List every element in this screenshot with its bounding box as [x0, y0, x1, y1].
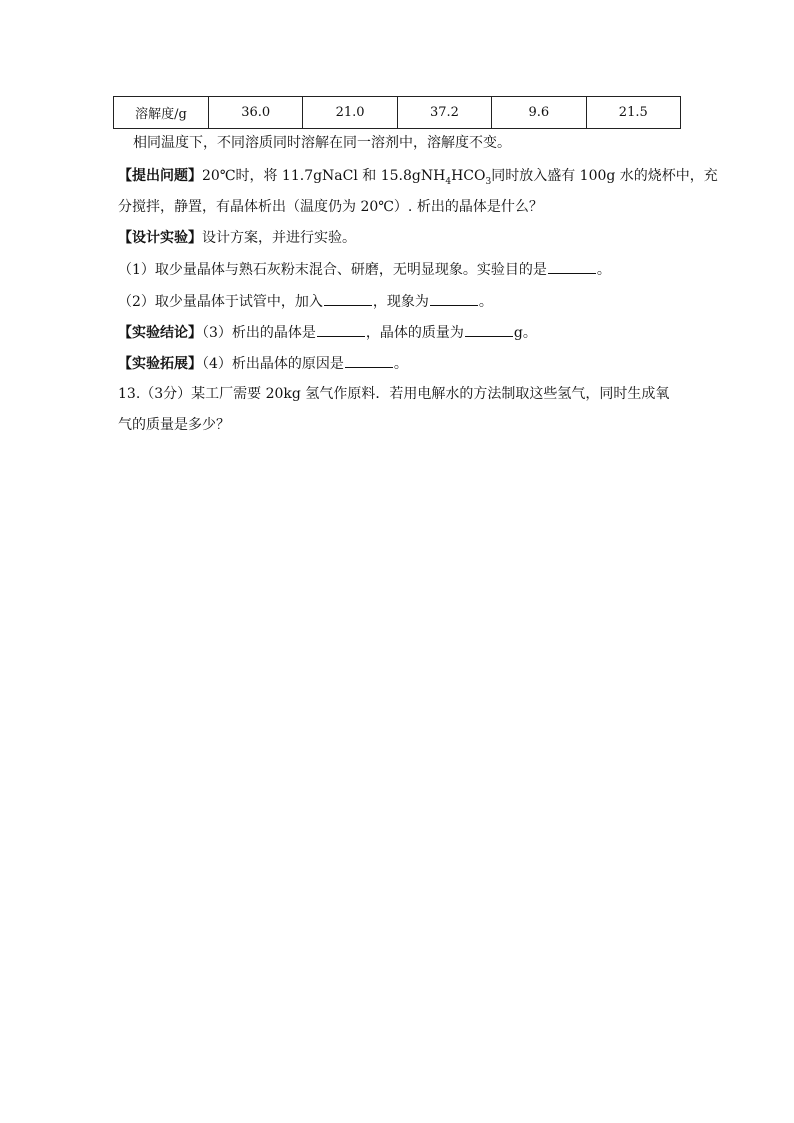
design-tag: 【设计实验】 — [118, 230, 202, 246]
step2-text-b: ，现象为 — [372, 294, 429, 310]
subscript-4: 4 — [445, 176, 452, 187]
extension-line — [118, 353, 408, 374]
step1-line — [118, 259, 611, 280]
step1-end: 。 — [596, 262, 611, 278]
extension-end: 。 — [393, 356, 408, 372]
conclusion-line — [118, 322, 537, 343]
step2-text-a: （2）取少量晶体于试管中，加入 — [118, 294, 323, 310]
table-cell: 36.0 — [209, 97, 303, 129]
question-text-c: 同时放入盛有 100g 水的烧杯中，充 — [491, 168, 718, 184]
step2-line — [118, 291, 493, 312]
question-text-b: HCO — [451, 168, 486, 184]
extension-text: （4）析出晶体的原因是 — [202, 356, 344, 372]
table-cell: 37.2 — [397, 97, 491, 129]
step1-text: （1）取少量晶体与熟石灰粉末混合、研磨，无明显现象。实验目的是 — [118, 262, 547, 278]
subscript-3: 3 — [485, 176, 492, 187]
answer-blank[interactable] — [465, 322, 513, 337]
conclusion-tag: 【实验结论】 — [118, 325, 202, 341]
extension-tag: 【实验拓展】 — [118, 356, 202, 372]
answer-blank[interactable] — [324, 291, 372, 306]
table-cell: 9.6 — [492, 97, 586, 129]
design-line — [118, 228, 356, 248]
q13-line-1: 13.（3分）某工厂需要 20kg 氢气作原料．若用电解水的方法制取这些氢气，同时生成氧 — [118, 386, 670, 402]
answer-blank[interactable] — [430, 291, 478, 306]
design-text: 设计方案，并进行实验。 — [202, 230, 356, 246]
question-text-a: 20℃时，将 11.7gNaCl 和 15.8gNH — [202, 168, 446, 184]
step2-end: 。 — [478, 294, 493, 310]
conclusion-end: g。 — [513, 325, 537, 341]
conclusion-text-a: （3）析出的晶体是 — [202, 325, 316, 341]
question-line-2: 分搅拌，静置，有晶体析出（温度仍为 20℃）. 析出的晶体是什么？ — [118, 199, 543, 215]
answer-blank[interactable] — [345, 353, 393, 368]
question-line-1 — [118, 166, 718, 186]
table-cell: 21.5 — [586, 97, 680, 129]
answer-blank[interactable] — [548, 259, 596, 274]
answer-blank[interactable] — [317, 322, 365, 337]
conclusion-text-b: ，晶体的质量为 — [365, 325, 464, 341]
table-header-cell: 溶解度/g — [114, 97, 209, 129]
q13-line-2: 气的质量是多少？ — [118, 417, 230, 433]
question-tag: 【提出问题】 — [118, 168, 202, 184]
table-row — [114, 97, 681, 129]
table-cell: 21.0 — [303, 97, 397, 129]
solubility-table — [113, 96, 681, 129]
note-text: 相同温度下，不同溶质同时溶解在同一溶剂中，溶解度不变。 — [133, 135, 511, 151]
